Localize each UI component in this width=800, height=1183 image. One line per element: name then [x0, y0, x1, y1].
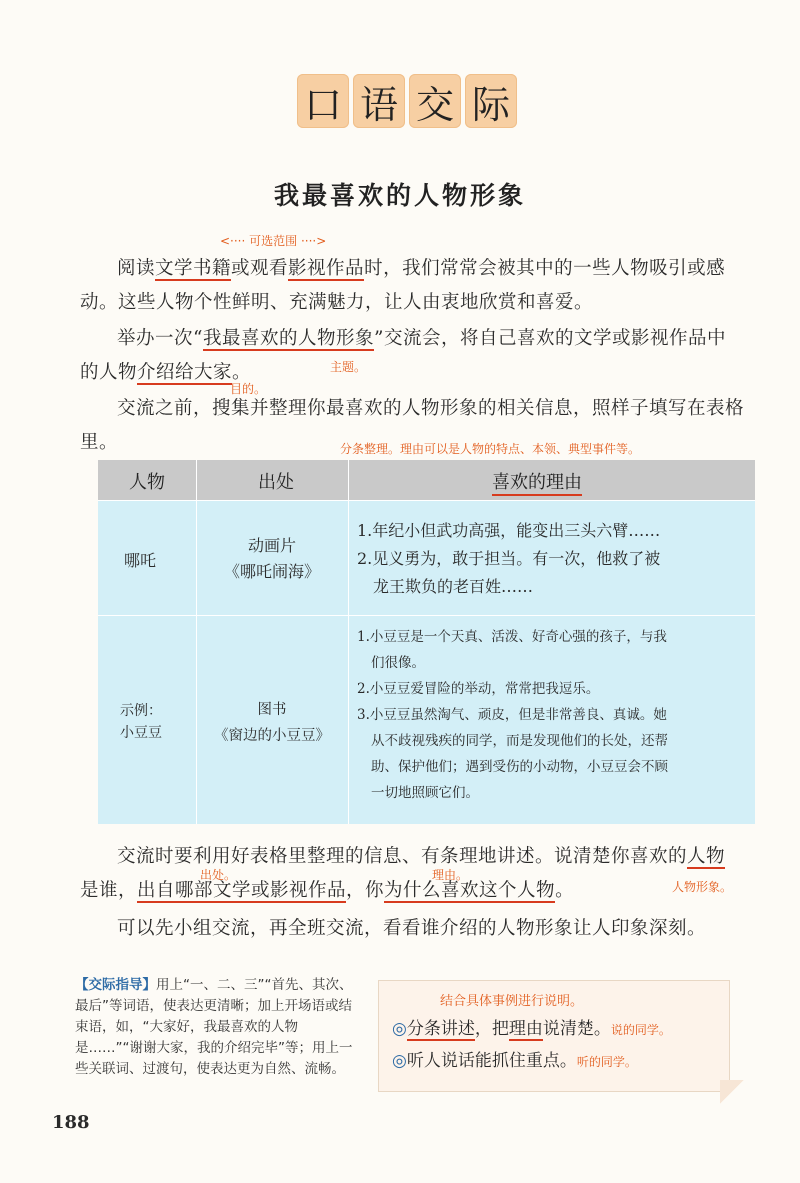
title-char: 语	[353, 74, 405, 128]
goal-item-1: ◎分条讲述，把理由说清楚。说的同学。	[392, 1019, 671, 1039]
paragraph-2: 举办一次“我最喜欢的人物形象”交流会，将自己喜欢的文学或影视作品中 的人物介绍给大家。	[80, 328, 726, 383]
reason-line: 龙王欺负的老百姓……	[373, 577, 534, 596]
annotation-figure: 人物形象。	[672, 880, 733, 894]
annotation-reason: 理由。	[432, 868, 469, 882]
highlight-reason: 为什么喜欢这个人物	[384, 880, 556, 901]
reason-line: 们很像。	[371, 655, 425, 671]
paragraph-3: 交流之前，搜集并整理你最喜欢的人物形象的相关信息，照样子填写在表格里。	[80, 398, 745, 453]
annotation-speaker: 说的同学。	[610, 1023, 671, 1037]
annotation-example: 结合具体事例进行说明。	[440, 994, 584, 1009]
paragraph-5: 可以先小组交流，再全班交流，看看谁介绍的人物形象让人印象深刻。	[117, 918, 707, 939]
guide-label: 【交际指导】	[75, 977, 156, 993]
highlight-topic: 我最喜欢的人物形象	[202, 328, 374, 349]
table-cell-source: 动画片 《哪吒闹海》	[223, 536, 320, 581]
table-cell-source: 图书 《窗边的小豆豆》	[214, 702, 330, 744]
reason-line: 1.小豆豆是一个天真、活泼、好奇心强的孩子，与我	[357, 629, 667, 645]
guide-text: 用上“一、二、三”“首先、其次、最后”等词语，使表达更清晰；加上开场语或结束语，如，“大家好，我最喜欢的人物是……”“谢谢大家，我的介绍完毕”等；用上一些关联词、过渡句，使表达更为自然、流畅。	[75, 977, 353, 1077]
reason-line: 助、保护他们；遇到受伤的小动物，小豆豆会不顾	[371, 759, 668, 775]
note-fold-corner	[720, 1080, 744, 1104]
annotation-topic: 主题。	[330, 360, 367, 374]
table-header-person: 人物	[129, 472, 165, 493]
highlight-source: 出自哪部文学或影视作品	[137, 880, 347, 901]
paragraph-1: 阅读文学书籍或观看影视作品时，我们常常会被其中的一些人物吸引或感 动。这些人物个性鲜明、充满魅力，让人由衷地欣赏和喜爱。	[80, 258, 726, 313]
table-header-reason: 喜欢的理由	[492, 468, 582, 496]
annotation-organize: 分条整理。理由可以是人物的特点、本领、典型事件等。	[340, 442, 641, 456]
title-char: 际	[465, 74, 517, 128]
reason-line: 从不歧视残疾的同学，而是发现他们的长处，还帮	[371, 733, 668, 749]
annotation-listener: 听的同学。	[576, 1055, 637, 1069]
reason-line: 1.年纪小但武功高强，能变出三头六臂……	[357, 521, 661, 540]
reason-line: 一切地照顾它们。	[371, 785, 479, 801]
table-cell-person: 哪吒	[124, 551, 157, 570]
table-divider	[98, 500, 755, 501]
reason-line: 2.见义勇为，敢于担当。有一次，他救了被	[357, 549, 661, 568]
title-char: 口	[297, 74, 349, 128]
highlight-literature: 文学书籍	[155, 258, 232, 279]
highlight-film: 影视作品	[288, 258, 365, 279]
title-char: 交	[409, 74, 461, 128]
annotation-purpose: 目的。	[230, 382, 267, 396]
page-number: 188	[52, 1112, 90, 1133]
annotation-scope: <···· 可选范围 ····>	[220, 234, 327, 248]
table-cell-reasons	[357, 517, 742, 601]
paragraph-4: 交流时要利用好表格里整理的信息、有条理地讲述。说清楚你喜欢的人物 是谁，出自哪部文学或影视作品，你为什么喜欢这个人物。	[80, 846, 726, 901]
communication-guide	[75, 975, 355, 1080]
reason-line: 2.小豆豆爱冒险的举动，常常把我逗乐。	[357, 681, 600, 697]
table-divider	[98, 615, 755, 616]
circle-bullet-icon: ◎	[392, 1019, 407, 1039]
highlight-figure: 人物	[687, 846, 726, 867]
reason-line: 3.小豆豆虽然淘气、顽皮，但是非常善良、真诚。她	[357, 707, 667, 723]
table-cell-person: 示例： 小豆豆	[120, 703, 162, 741]
circle-bullet-icon: ◎	[392, 1051, 407, 1071]
table-cell-reasons	[357, 624, 745, 806]
lesson-subtitle: 我最喜欢的人物形象	[273, 181, 526, 210]
table-divider	[196, 460, 197, 824]
section-title	[297, 74, 517, 128]
table-divider	[348, 460, 349, 824]
table-header-source: 出处	[258, 472, 294, 493]
annotation-source: 出处。	[200, 868, 237, 882]
goal-item-2: ◎听人说话能抓住重点。听的同学。	[392, 1051, 637, 1071]
highlight-purpose: 介绍给大家	[137, 362, 233, 383]
